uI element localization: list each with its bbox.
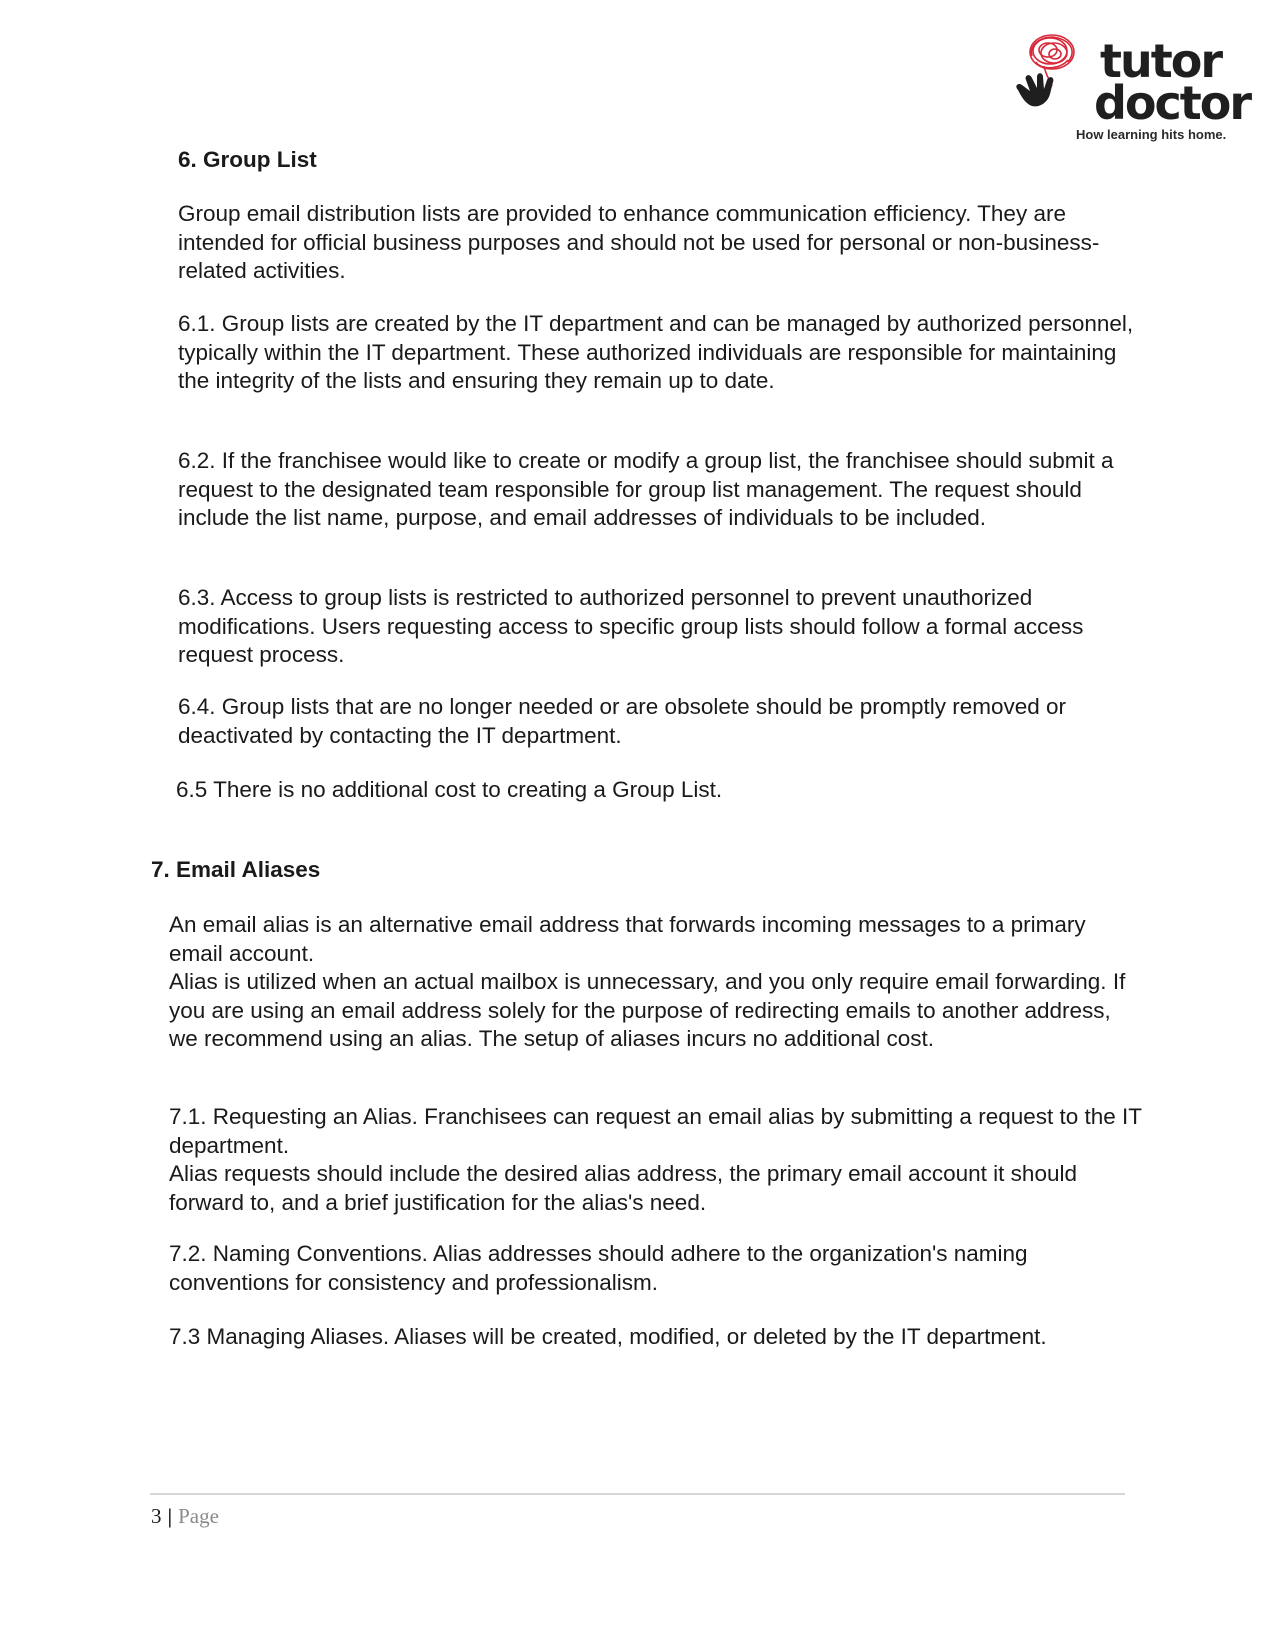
section-7-intro-b: Alias is utilized when an actual mailbox is unnecessary, and you only require email forwarding. If you are using an email address solely for the purpose of redirecting emails to another address, we recommend using an alias. The setup of aliases incurs no additional cost.: [169, 969, 1126, 1052]
page-footer: [151, 1502, 219, 1530]
section-6-2: 6.2. If the franchisee would like to create or modify a group list, the franchisee should submit a request to the designated team responsible for group list management. The request should include the list name, purpose, and email addresses of individuals to be included.: [178, 448, 1114, 531]
page-label: Page: [178, 1504, 219, 1528]
section-6-3: 6.3. Access to group lists is restricted to authorized personnel to prevent unauthorized modifications. Users requesting access to specific group lists should follow a formal access request process.: [178, 585, 1084, 668]
logo-tagline: How learning hits home.: [1076, 127, 1227, 142]
page-number: 3: [151, 1504, 162, 1528]
logo-word-doctor: doctor: [1094, 76, 1251, 130]
section-6-5: 6.5 There is no additional cost to creating a Group List.: [176, 777, 723, 802]
section-7-1b: Alias requests should include the desired alias address, the primary email account it should forward to, and a brief justification for the alias's need.: [169, 1161, 1077, 1215]
logo-word-tutor: tutor: [1100, 34, 1222, 88]
brain-hand-logo-icon: [1010, 30, 1086, 110]
section-6-4: 6.4. Group lists that are no longer needed or are obsolete should be promptly removed or deactivated by contacting the IT department.: [178, 694, 1067, 748]
section-7-2: 7.2. Naming Conventions. Alias addresses should adhere to the organization's naming conventions for consistency and professionalism.: [169, 1241, 1028, 1295]
section-6-1: 6.1. Group lists are created by the IT department and can be managed by authorized personnel, typically within the IT department. These authorized individuals are responsible for maintaining the integrity of the lists and ensuring they remain up to date.: [178, 311, 1134, 394]
tutor-doctor-logo: [1010, 30, 1250, 140]
footer-separator: |: [167, 1504, 173, 1528]
section-7-3: 7.3 Managing Aliases. Aliases will be created, modified, or deleted by the IT department.: [169, 1324, 1047, 1349]
footer-divider: [150, 1493, 1125, 1495]
section-6-heading: 6. Group List: [178, 147, 317, 172]
section-6-intro: Group email distribution lists are provided to enhance communication efficiency. They are intended for official business purposes and should not be used for personal or non-business-related activities.: [178, 201, 1100, 284]
section-7-1a: 7.1. Requesting an Alias. Franchisees can request an email alias by submitting a request to the IT department.: [169, 1104, 1142, 1158]
section-7-heading: 7. Email Aliases: [151, 857, 321, 882]
section-7-intro-a: An email alias is an alternative email address that forwards incoming messages to a primary email account.: [169, 912, 1086, 966]
